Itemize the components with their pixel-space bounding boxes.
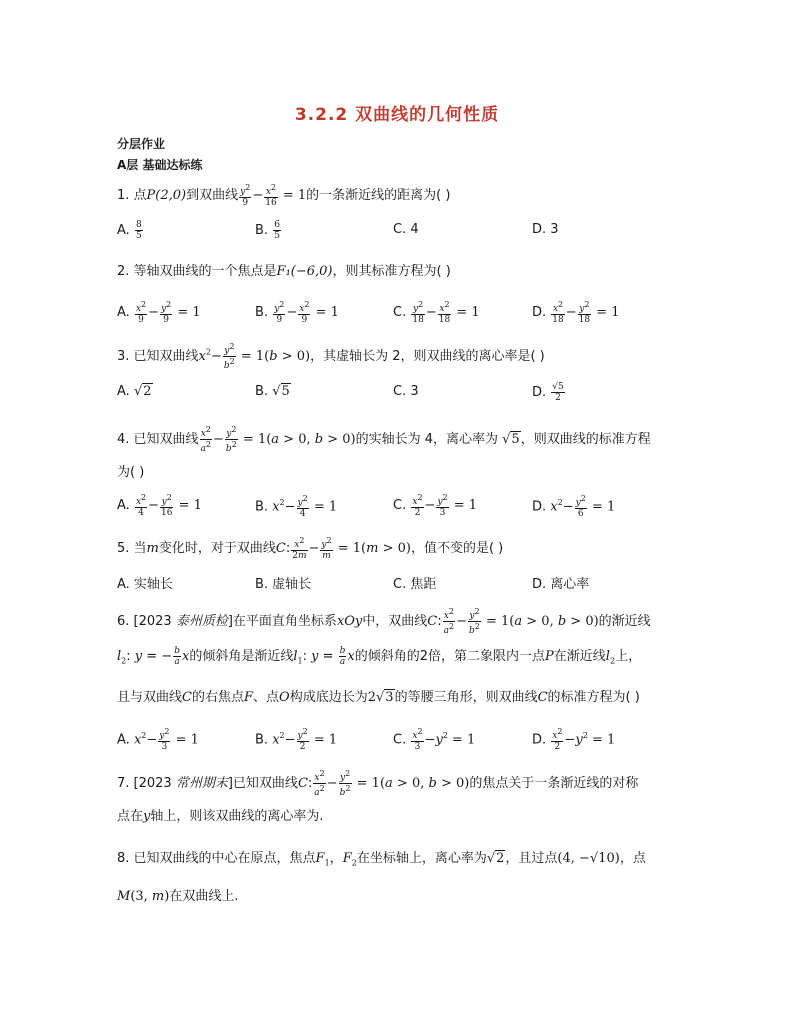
question-3-option-d[interactable]: D. $\frac{√5}{2}$ bbox=[532, 382, 564, 403]
question-4-option-b[interactable]: B. $x^2-$ $\frac{y^2}{4}$ = 1 bbox=[255, 494, 338, 520]
question-2-option-c[interactable]: C. $\frac{y^2}{18}$ − $\frac{x^2}{18}$ = 1 bbox=[393, 300, 480, 325]
question-3-option-a[interactable]: A. √2 bbox=[117, 384, 152, 399]
question-6-line3: 且与双曲线C的右焦点F、点O构成底边长为2√3的等腰三角形，则双曲线C的标准方程为( ) bbox=[117, 690, 640, 705]
level-heading: A层 基础达标练 bbox=[117, 158, 203, 172]
question-4-stem: 4. 已知双曲线 $\frac{x^2}{a^2}$ − $\frac{y^2}{b^2}$ = 1(a > 0, b > 0)的实轴长为 4，离心率为 √5，则双曲线的标准方程 bbox=[117, 425, 651, 454]
question-5-option-d[interactable]: D. 离心率 bbox=[532, 577, 590, 592]
page-title: 3.2.2 双曲线的几何性质 bbox=[294, 105, 500, 125]
question-5-stem: 5. 当m变化时，对于双曲线C: $\frac{x^2}{2m}$ − $\frac{y^2}{m}$ = 1(m > 0)，值不变的是( ) bbox=[117, 536, 504, 561]
section-heading: 分层作业 bbox=[117, 137, 166, 151]
question-3-stem: 3. 已知双曲线$x^2-$ $\frac{y^2}{b^2}$ = 1(b > 0)，其虚轴长为 2，则双曲线的离心率是( ) bbox=[117, 342, 545, 371]
question-6-option-b[interactable]: B. $x^2-$ $\frac{y^2}{2}$ = 1 bbox=[255, 727, 338, 753]
question-1-option-d[interactable]: D. 3 bbox=[532, 222, 559, 237]
question-8-line2: M(3, m)在双曲线上. bbox=[117, 889, 239, 904]
question-2-option-b[interactable]: B. $\frac{y^2}{9}$ − $\frac{x^2}{9}$ = 1 bbox=[255, 300, 339, 325]
question-8-line1: 8. 已知双曲线的中心在原点，焦点$F_1$，$F_2$在坐标轴上，离心率为√2，且过点(4, −√10)，点 bbox=[117, 851, 646, 868]
question-1-option-b[interactable]: B. $\frac{6}{5}$ bbox=[255, 220, 280, 241]
question-6-option-d[interactable]: D. $\frac{x^2}{2}$ $-y^2 = 1$ bbox=[532, 727, 616, 753]
question-2-option-d[interactable]: D. $\frac{x^2}{18}$ − $\frac{y^2}{18}$ = 1 bbox=[532, 300, 620, 325]
question-5-option-b[interactable]: B. 虚轴长 bbox=[255, 577, 312, 592]
question-2-option-a[interactable]: A. $\frac{x^2}{9}$ − $\frac{y^2}{9}$ = 1 bbox=[117, 300, 201, 325]
question-2-stem: 2. 等轴双曲线的一个焦点是F₁(−6,0)，则其标准方程为( ) bbox=[117, 264, 451, 279]
question-5-option-c[interactable]: C. 焦距 bbox=[393, 577, 437, 592]
question-6-line1: 6. [2023 泰州质检]在平面直角坐标系xOy中，双曲线C: $\frac{x^2}{a^2}$ − $\frac{y^2}{b^2}$ = 1(a > 0, b > 0)的渐近线 bbox=[117, 607, 651, 636]
question-4-stem-line2: 为( ) bbox=[117, 465, 145, 480]
question-1-option-c[interactable]: C. 4 bbox=[393, 222, 419, 237]
question-7-line2: 点在y轴上，则该双曲线的离心率为. bbox=[117, 809, 324, 824]
question-6-option-c[interactable]: C. $\frac{x^2}{3}$ $-y^2 = 1$ bbox=[393, 727, 476, 753]
question-6-option-a[interactable]: A. $x^2-$ $\frac{y^2}{3}$ = 1 bbox=[117, 727, 199, 753]
question-4-option-a[interactable]: A. $\frac{x^2}{4}$ − $\frac{y^2}{16}$ = 1 bbox=[117, 493, 202, 518]
question-1-stem: 1. 点P(2,0)到双曲线 $\frac{y^2}{9}$ − $\frac{x^2}{16}$ = 1的一条渐近线的距离为( ) bbox=[117, 183, 451, 208]
question-3-option-c[interactable]: C. 3 bbox=[393, 384, 419, 399]
question-4-option-c[interactable]: C. $\frac{x^2}{2}$ − $\frac{y^2}{3}$ = 1 bbox=[393, 493, 478, 518]
question-1-option-a[interactable]: A. $\frac{8}{5}$ bbox=[117, 220, 142, 241]
question-7-line1: 7. [2023 常州期末]已知双曲线C: $\frac{x^2}{a^2}$ − $\frac{y^2}{b^2}$ = 1(a > 0, b > 0)的焦点关于一条渐近线的对称 bbox=[117, 769, 639, 798]
question-5-option-a[interactable]: A. 实轴长 bbox=[117, 577, 173, 592]
question-3-option-b[interactable]: B. √5 bbox=[255, 384, 290, 399]
question-6-line2: $l_2$: y = − $\frac{b}{a}$ x的倾斜角是渐近线$l_1$: y = $\frac{b}{a}$ x的倾斜角的2倍，第二象限内一点P在渐近线$l_2$上， bbox=[117, 646, 642, 667]
question-4-option-d[interactable]: D. $x^2-$ $\frac{y^2}{6}$ = 1 bbox=[532, 494, 616, 520]
